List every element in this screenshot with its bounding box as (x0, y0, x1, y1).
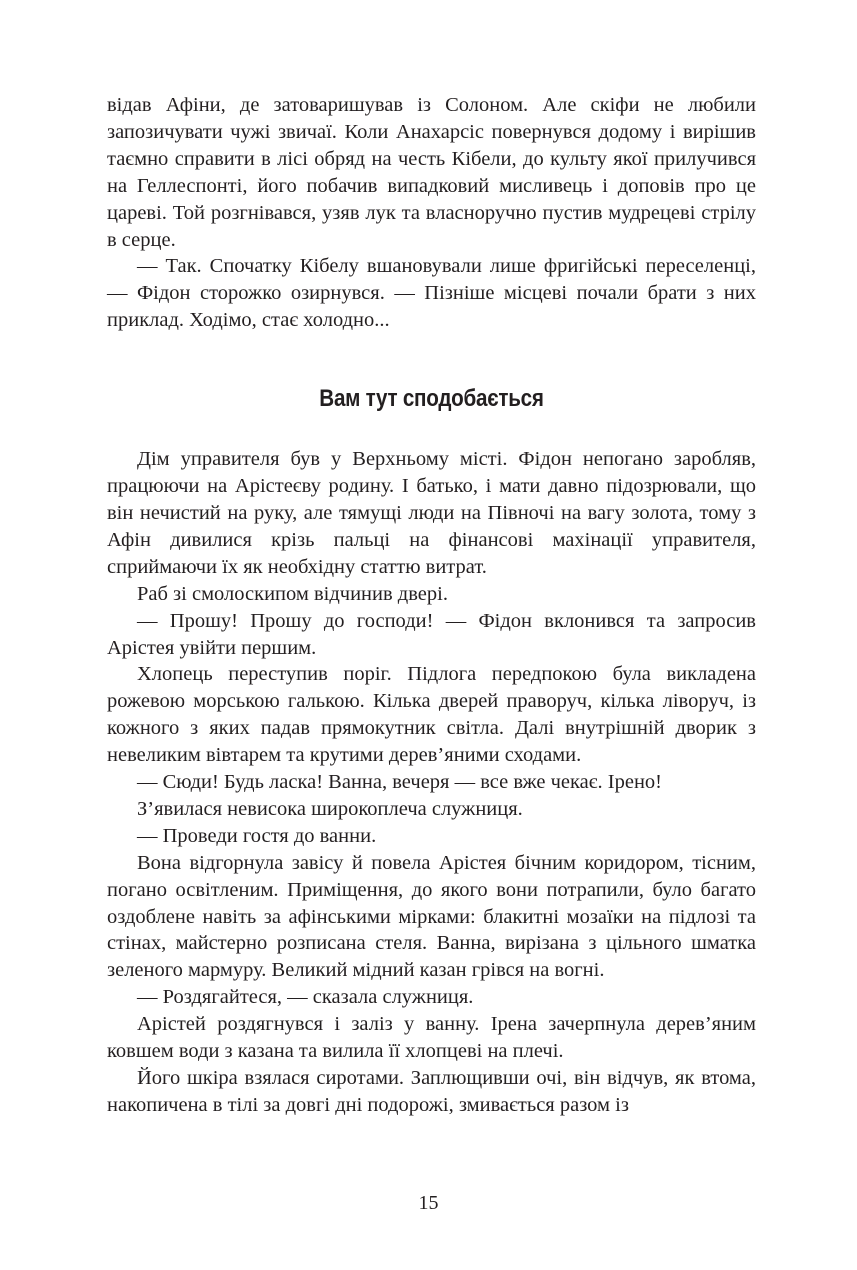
paragraph: Арістей роздягнувся і заліз у ванну. Ірена зачерпнула дерев’яним ковшем води з казана та вилила її хлопцеві на плечі. (107, 1013, 756, 1063)
paragraph: — Прошу! Прошу до господи! — Фідон вклонився та запросив Арістея увійти першим. (107, 609, 756, 659)
paragraph: Хлопець переступив поріг. Підлога передпокою була викладена рожевою морською галькою. Кілька дверей праворуч, кілька ліворуч, із кожного з яких падав прямокутник світла. Далі внутрішній дворик з невеликим вівтарем та крутими дерев’яними сходами. (107, 663, 756, 767)
paragraph: — Так. Спочатку Кібелу вшановували лише фригійські переселенці, — Фідон сторожко озирнувся. — Пізніше місцеві почали брати з них приклад. Ходімо, стає холодно... (107, 255, 756, 332)
paragraph: З’явилася невисока широкоплеча служниця. (137, 797, 523, 820)
paragraph: — Проведи гостя до ванни. (137, 824, 377, 847)
paragraph: — Сюди! Будь ласка! Ванна, вечеря — все вже чекає. Ірено! (137, 771, 662, 794)
paragraph: Дім управителя був у Верхньому місті. Фідон непогано заробляв, працюючи на Арістеєву родину. І батько, і мати давно підозрювали, що він нечистий на руку, але тямущі люди на Півночі на вагу золота, тому з Афін дивилися крізь пальці на фінансові махінації управителя, сприймаючи їх як необхідну статтю витрат. (107, 448, 756, 578)
paragraph: Його шкіра взялася сиротами. Заплющивши очі, він відчув, як втома, накопичена в тілі за довгі дні подорожі, змивається разом із (107, 1067, 756, 1116)
chapter-title: Вам тут сподобається (319, 385, 544, 413)
chapter-text-block (107, 446, 756, 1119)
book-page (107, 92, 756, 1119)
page-number: 15 (418, 1192, 439, 1214)
paragraph: — Роздягайтеся, — сказала служниця. (137, 986, 474, 1009)
continued-text-block (107, 92, 756, 334)
paragraph: Вона відгорнула завісу й повела Арістея бічним коридором, тісним, погано освітленим. Приміщення, до якого вони потрапили, було багато оздоблене навіть за афінськими мірками: блакитні мозаїки на підлозі та стінах, майстерно розписана стеля. Ванна, вирізана з цільного шматка зеленого мармуру. Великий мідний казан грівся на вогні. (107, 851, 756, 982)
paragraph: відав Афіни, де затоваришував із Солоном. Але скіфи не любили запозичувати чужі звичаї. Коли Анахарсіс повернувся додому і вирішив таємно справити в лісі обряд на честь Кібели, до культу якої прилучився на Геллеспонті, його побачив випадковий мисливець і доповів про це цареві. Той розгнівався, узяв лук та власноручно пустив мудрецеві стрілу в серце. (107, 94, 756, 251)
paragraph: Раб зі смолоскипом відчинив двері. (137, 582, 448, 605)
